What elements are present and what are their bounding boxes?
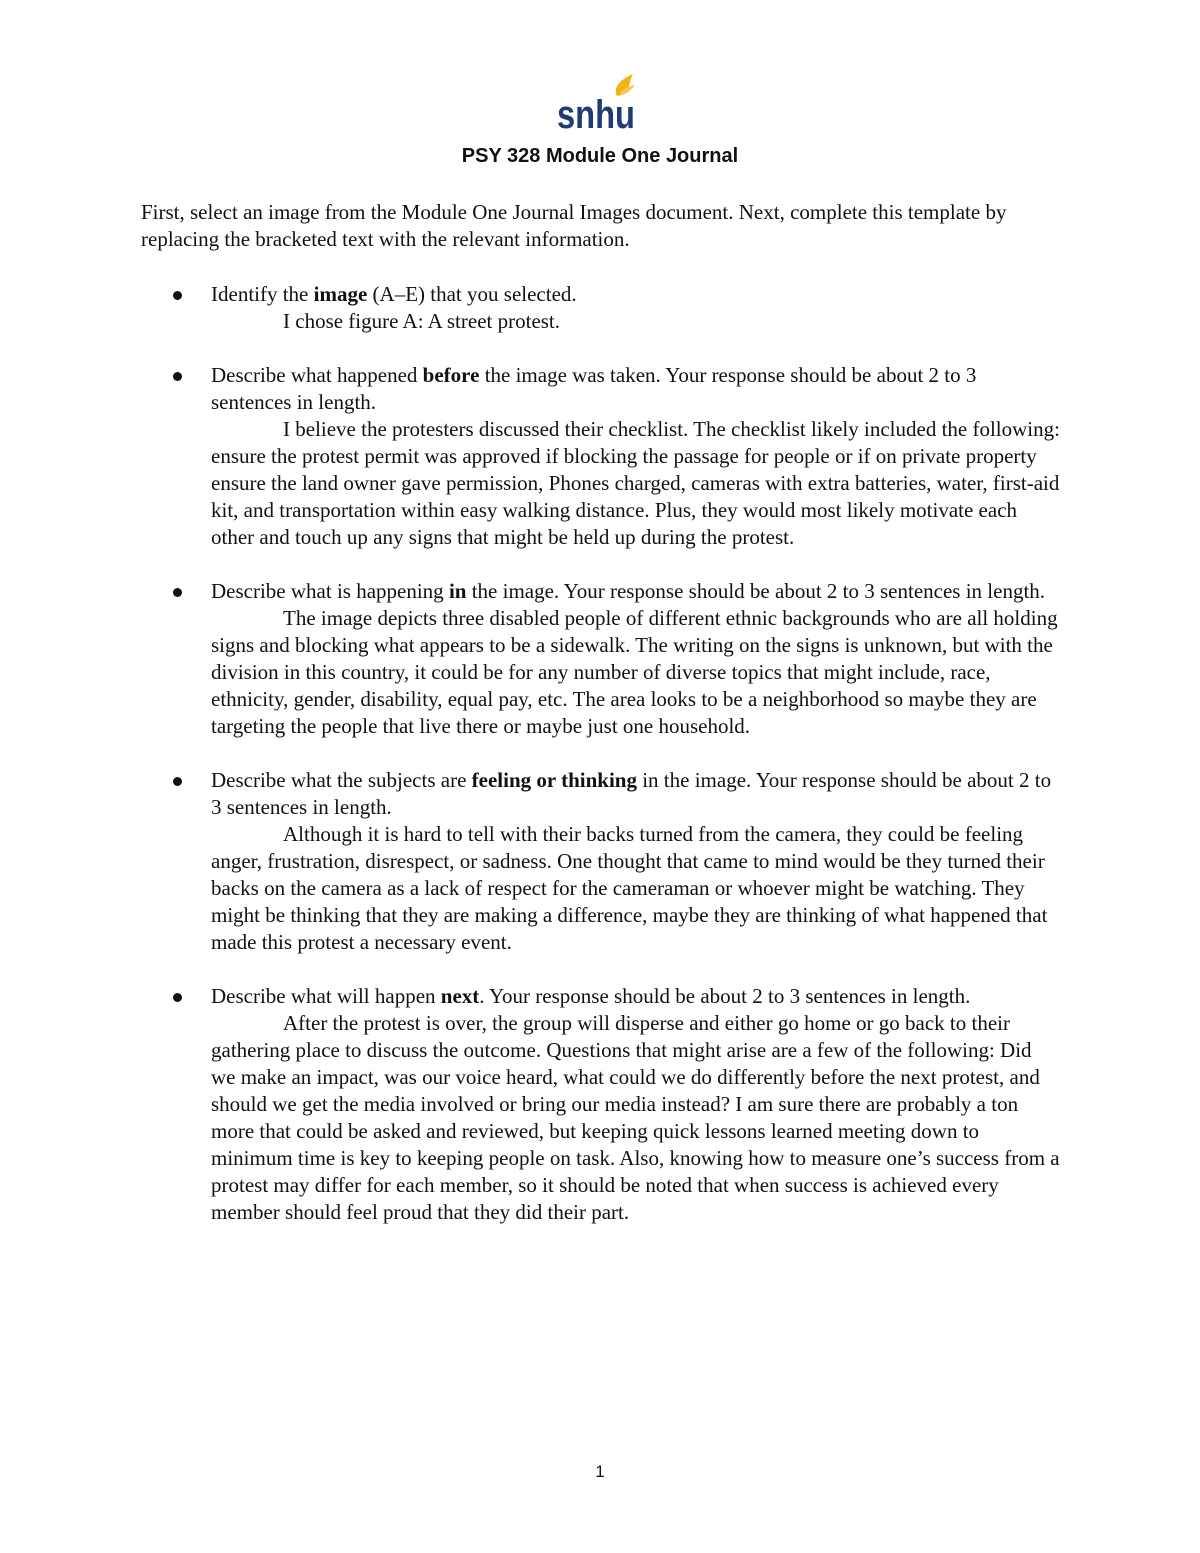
bullet-icon (173, 777, 182, 786)
intro-paragraph: First, select an image from the Module One Journal Images document. Next, complete this template by replacing the bracketed text with the relevant information. (141, 200, 1007, 251)
item-answer: The image depicts three disabled people of different ethnic backgrounds who are all holding signs and blocking what appears to be a sidewalk. The writing on the signs is unknown, but with the division in this country, it could be for any number of diverse topics that might include, race, ethnicity, gender, disability, equal pay, etc. The area looks to be a neighborhood so maybe they are targeting the people that live there or maybe just one household. (211, 606, 1058, 738)
item-answer: I believe the protesters discussed their checklist. The checklist likely included the following: ensure the protest permit was approved if blocking the passage for people or if on private property ensure the land owner gave permission, Phones charged, cameras with extra batteries, water, first-aid kit, and transportation within easy walking distance. Plus, they would most likely motivate each other and touch up any signs that might be held up during the protest. (211, 417, 1060, 549)
bullet-icon (173, 993, 182, 1002)
list-item (141, 767, 1061, 956)
item-prompt: Describe what will happen next. Your response should be about 2 to 3 sentences in length. (211, 984, 971, 1008)
list-item (141, 578, 1061, 740)
item-answer: I chose figure A: A street protest. (283, 309, 561, 333)
item-answer: After the protest is over, the group will disperse and either go home or go back to their gathering place to discuss the outcome. Questions that might arise are a few of the following: Did we make an impact, was our voice heard, what could we do differently before the next protest, and should we get the media involved or bring our media instead? I am sure there are probably a ton more that could be asked and reviewed, but keeping quick lessons learned meeting down to minimum time is key to keeping people on task. Also, knowing how to measure one’s success from a protest may differ for each member, so it should be noted that when success is achieved every member should feel proud that they did their part. (211, 1011, 1060, 1224)
item-prompt: Describe what is happening in the image. Your response should be about 2 to 3 sentences in length. (211, 579, 1046, 603)
bullet-icon (173, 588, 182, 597)
list-item (141, 983, 1061, 1226)
item-prompt: Describe what the subjects are feeling or thinking in the image. Your response should be about 2 to 3 sentences in length. (211, 768, 1052, 819)
list-item (141, 362, 1061, 551)
snhu-logo (555, 72, 639, 137)
page-number: 1 (595, 1462, 605, 1481)
item-prompt: Describe what happened before the image was taken. Your response should be about 2 to 3 sentences in length. (211, 363, 977, 414)
logo-wordmark: snhu (557, 93, 635, 137)
bullet-icon (173, 291, 182, 300)
document-title: PSY 328 Module One Journal (461, 145, 739, 167)
question-list (141, 281, 1061, 1253)
item-prompt: Identify the image (A–E) that you selected. (211, 282, 577, 306)
bullet-icon (173, 372, 182, 381)
item-answer: Although it is hard to tell with their backs turned from the camera, they could be feeling anger, frustration, disrespect, or sadness. One thought that came to mind would be they turned their backs on the camera as a lack of respect for the cameraman or whoever might be watching. They might be thinking that they are making a difference, maybe they are thinking of what happened that made this protest a necessary event. (211, 822, 1048, 954)
list-item (141, 281, 1061, 335)
